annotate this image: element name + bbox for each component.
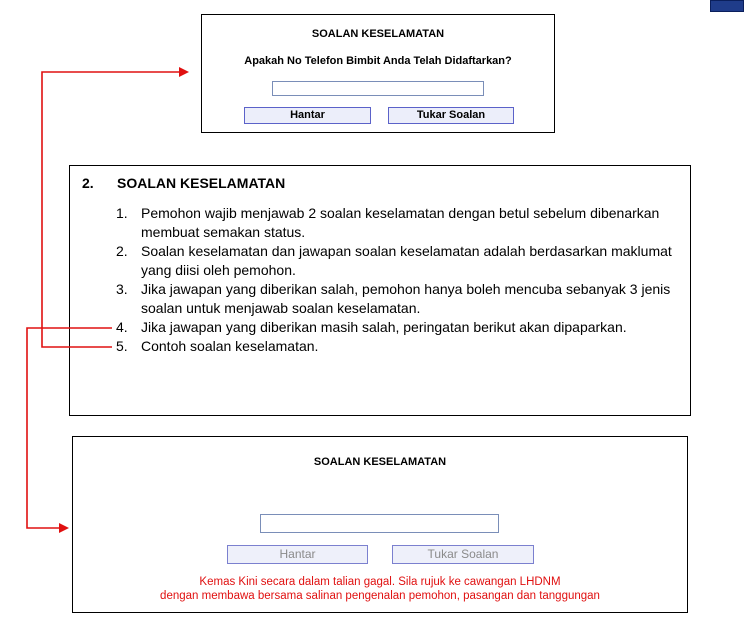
item-number: 3. — [116, 281, 128, 297]
list-item — [116, 318, 676, 337]
item-text: Jika jawapan yang diberikan salah, pemohon hanya boleh mencuba sebanyak 3 jenis soalan untuk menjawab soalan keselamatan. — [141, 281, 671, 316]
panel-title: SOALAN KESELAMATAN — [311, 28, 445, 40]
list-item — [116, 242, 676, 280]
item-number: 4. — [116, 319, 128, 335]
list-item — [116, 280, 676, 318]
error-line: Kemas Kini secara dalam talian gagal. Sila rujuk ke cawangan LHDNM — [199, 576, 561, 588]
item-number: 2. — [116, 243, 128, 259]
panel-title: SOALAN KESELAMATAN — [313, 456, 447, 468]
arrowhead-icon — [59, 523, 69, 533]
error-line: dengan membawa bersama salinan pengenalan pemohon, pasangan dan tanggungan — [160, 590, 600, 602]
submit-button[interactable]: Hantar — [244, 107, 371, 124]
answer-input[interactable] — [272, 81, 484, 96]
change-question-button-disabled: Tukar Soalan — [392, 545, 534, 564]
section-number: 2. — [82, 175, 94, 191]
security-question-text: Apakah No Telefon Bimbit Anda Telah Didaftarkan? — [244, 55, 512, 67]
item-text: Jika jawapan yang diberikan masih salah, peringatan berikut akan dipaparkan. — [141, 319, 627, 335]
list-item — [116, 204, 676, 242]
list-item — [116, 337, 676, 356]
item-number: 1. — [116, 205, 128, 221]
instructions-panel — [69, 165, 691, 416]
security-question-panel-example — [201, 14, 555, 133]
item-text: Contoh soalan keselamatan. — [141, 338, 319, 354]
arrowhead-icon — [179, 67, 189, 77]
section-heading: SOALAN KESELAMATAN — [117, 175, 286, 191]
item-text: Pemohon wajib menjawab 2 soalan keselamatan dengan betul sebelum dibenarkan membuat semakan status. — [141, 205, 660, 240]
answer-input[interactable] — [260, 514, 499, 533]
instructions-list — [116, 204, 676, 356]
corner-mark — [710, 0, 744, 12]
item-number: 5. — [116, 338, 128, 354]
change-question-button[interactable]: Tukar Soalan — [388, 107, 514, 124]
item-text: Soalan keselamatan dan jawapan soalan keselamatan adalah berdasarkan maklumat yang diisi oleh pemohon. — [141, 243, 672, 278]
error-message — [73, 575, 687, 603]
submit-button-disabled: Hantar — [227, 545, 368, 564]
security-question-panel-failed — [72, 436, 688, 613]
